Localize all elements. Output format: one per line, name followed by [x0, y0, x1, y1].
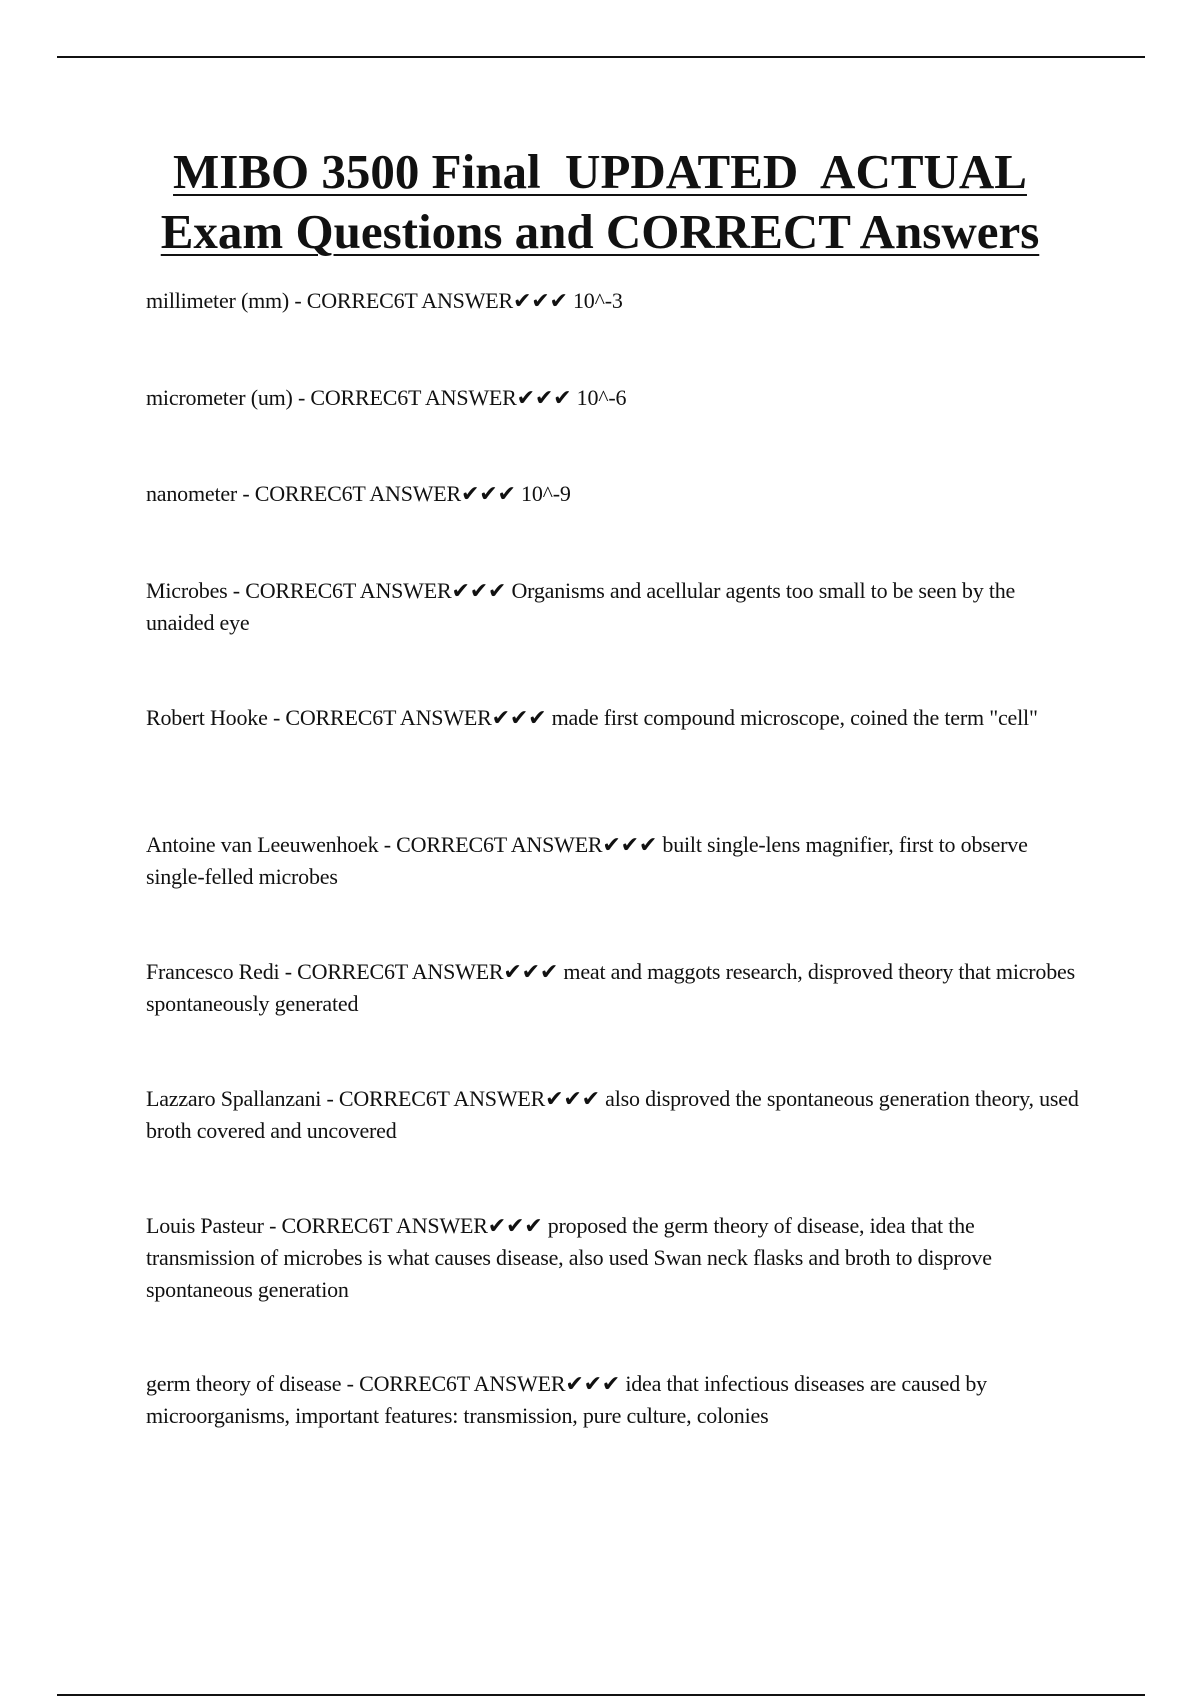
entry-definition: also disproved the spontaneous generation theory, used broth covered and uncovered: [146, 1086, 1079, 1143]
qa-entry: [146, 478, 1086, 510]
qa-entry: [146, 285, 1086, 317]
entry-term: Francesco Redi: [146, 959, 280, 984]
entry-definition: proposed the germ theory of disease, idea that the transmission of microbes is what causes disease, also used Swan neck flasks and broth to disprove spontaneous generation: [146, 1213, 992, 1302]
entry-term: micrometer (um): [146, 385, 293, 410]
entry-definition: 10^-9: [521, 481, 571, 506]
entry-definition: idea that infectious diseases are caused by microorganisms, important features: transmission, pure culture, colonies: [146, 1371, 987, 1428]
answer-marker: - CORREC6T ANSWER✔✔✔: [341, 1371, 626, 1396]
entry-term: millimeter (mm): [146, 288, 290, 313]
entry-term: Microbes: [146, 578, 228, 603]
top-rule: [57, 56, 1145, 58]
answer-marker: - CORREC6T ANSWER✔✔✔: [267, 705, 552, 730]
qa-entry: [146, 382, 1086, 414]
answer-marker: - CORREC6T ANSWER✔✔✔: [227, 578, 512, 603]
answer-marker: - CORREC6T ANSWER✔✔✔: [321, 1086, 606, 1111]
document-title: [100, 142, 1100, 262]
qa-entry: [146, 956, 1086, 1020]
entry-definition: Organisms and acellular agents too small to be seen by the unaided eye: [146, 578, 1016, 635]
entry-term: germ theory of disease: [146, 1371, 342, 1396]
title-line-2: Exam Questions and CORRECT Answers: [160, 204, 1040, 259]
qa-entry: [146, 829, 1086, 893]
entry-definition: 10^-3: [573, 288, 623, 313]
entry-definition: built single-lens magnifier, first to observe single-felled microbes: [146, 832, 1028, 889]
qa-entry: [146, 702, 1086, 734]
qa-entry: [146, 1368, 1086, 1432]
entry-term: Louis Pasteur: [146, 1213, 264, 1238]
qa-entry: [146, 575, 1086, 639]
entry-term: Robert Hooke: [146, 705, 268, 730]
qa-entry: [146, 1210, 1086, 1306]
answer-marker: - CORREC6T ANSWER✔✔✔: [279, 959, 564, 984]
entry-definition: made first compound microscope, coined the term "cell": [551, 705, 1038, 730]
entry-term: Lazzaro Spallanzani: [146, 1086, 322, 1111]
entry-definition: 10^-6: [576, 385, 627, 410]
bottom-rule: [57, 1694, 1145, 1696]
answer-marker: - CORREC6T ANSWER✔✔✔: [292, 385, 577, 410]
qa-entry: [146, 1083, 1086, 1147]
answer-marker: - CORREC6T ANSWER✔✔✔: [289, 288, 573, 313]
entry-term: nanometer: [146, 481, 238, 506]
answer-marker: - CORREC6T ANSWER✔✔✔: [263, 1213, 548, 1238]
entry-definition: meat and maggots research, disproved theory that microbes spontaneously generated: [146, 959, 1075, 1016]
entry-term: Antoine van Leeuwenhoek: [146, 832, 379, 857]
answer-marker: - CORREC6T ANSWER✔✔✔: [378, 832, 663, 857]
answer-marker: - CORREC6T ANSWER✔✔✔: [237, 481, 522, 506]
title-line-1: MIBO 3500 Final UPDATED ACTUAL: [173, 144, 1027, 199]
